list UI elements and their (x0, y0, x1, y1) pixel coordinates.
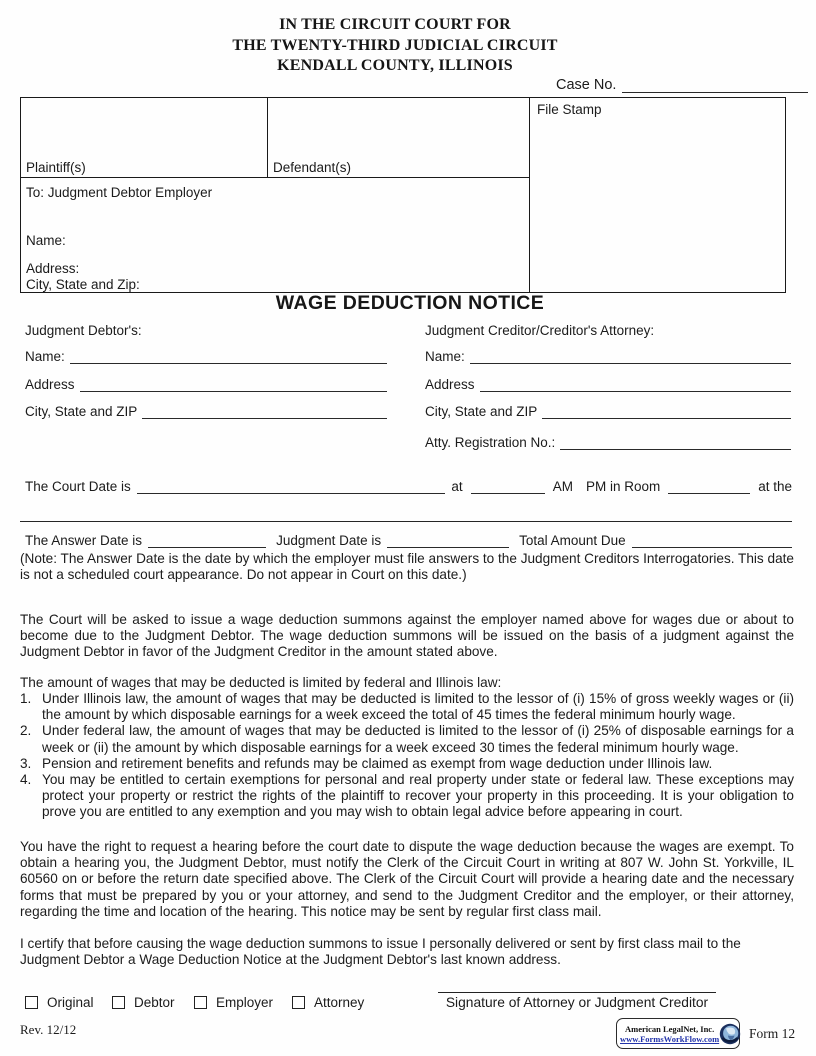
creditor-address-label: Address (425, 377, 475, 392)
list-item-text: Under federal law, the amount of wages that may be deducted is limited to the lessor of (i) 25% of disposable earnings for a week or (ii) the amount by which disposable earnings for a week exceed 30 times the federal minimum hourly wage. (42, 723, 794, 755)
parties-row (21, 98, 529, 178)
creditor-city-label: City, State and ZIP (425, 404, 538, 419)
certification-paragraph: I certify that before causing the wage deduction summons to issue I personally delivered or sent by first class mail to the Judgment Debtor a Wage Deduction Notice at the Judgment Debtor's last known address. (20, 936, 741, 968)
defendant-label: Defendant(s) (273, 160, 352, 175)
file-stamp-label: File Stamp (537, 102, 602, 117)
list-item-number: 4. (20, 772, 32, 788)
court-time-blank[interactable] (471, 478, 545, 494)
employer-address-label: Address: (26, 261, 80, 276)
case-number-label: Case No. (556, 77, 617, 93)
file-stamp-cell (529, 98, 785, 292)
total-amount-due-label: Total Amount Due (519, 533, 626, 548)
globe-icon (719, 1023, 741, 1045)
answer-date-blank[interactable] (148, 532, 266, 548)
creditor-atty-reg-row (425, 434, 791, 450)
creditor-address-row (425, 376, 791, 392)
court-date-label: The Court Date is (25, 479, 131, 494)
formsworkflow-link[interactable]: www.FormsWorkFlow.com (620, 1033, 720, 1044)
employer-city-label: City, State and Zip: (26, 277, 140, 292)
original-checkbox[interactable] (25, 996, 38, 1009)
copy-option-original (25, 995, 94, 1010)
list-item (20, 756, 794, 772)
court-heading-line3: KENDALL COUNTY, ILLINOIS (277, 57, 513, 74)
creditor-name-row (425, 348, 791, 364)
case-number-blank[interactable] (622, 77, 808, 93)
creditor-name-blank[interactable] (470, 348, 791, 364)
wage-limits-list (20, 691, 794, 821)
judgment-date-blank[interactable] (387, 532, 509, 548)
list-item (20, 772, 794, 821)
creditor-city-row (425, 403, 791, 419)
answer-date-label: The Answer Date is (25, 533, 143, 548)
court-date-line (25, 478, 792, 494)
plaintiff-label: Plaintiff(s) (26, 160, 86, 175)
list-item-number: 2. (20, 723, 32, 739)
signature-blank[interactable] (438, 978, 716, 993)
revision-label: Rev. 12/12 (20, 1022, 77, 1037)
case-number-row (556, 77, 808, 93)
summons-paragraph: The Court will be asked to issue a wage deduction summons against the employer named above for wages due or about to become due to the Judgment Debtor. The wage deduction summons will be issued on the basis of a judgment against the Judgment Debtor in favor of the Judgment Creditor in the amount stated above. (20, 612, 794, 660)
debtor-section-heading: Judgment Debtor's: (25, 323, 142, 338)
court-location-blank[interactable] (20, 505, 792, 522)
form-number-label: Form 12 (749, 1026, 796, 1041)
creditor-section-heading: Judgment Creditor/Creditor's Attorney: (425, 323, 655, 338)
answer-date-line (25, 532, 792, 548)
copy-option-debtor (112, 995, 175, 1010)
court-heading-line1: IN THE CIRCUIT COURT FOR (279, 16, 511, 33)
debtor-address-row (25, 376, 387, 392)
debtor-name-blank[interactable] (70, 348, 387, 364)
court-heading-line2: THE TWENTY-THIRD JUDICIAL CIRCUIT (232, 36, 558, 54)
room-number-blank[interactable] (668, 478, 750, 494)
logo-text (620, 1024, 719, 1044)
debtor-name-row (25, 348, 387, 364)
employer-checkbox-label: Employer (216, 995, 274, 1010)
court-date-at-label: at (451, 479, 463, 494)
atty-registration-label: Atty. Registration No.: (425, 435, 556, 450)
attorney-checkbox[interactable] (292, 996, 305, 1009)
debtor-name-label: Name: (25, 349, 65, 364)
signature-block (438, 978, 716, 1010)
employer-checkbox[interactable] (194, 996, 207, 1009)
debtor-city-label: City, State and ZIP (25, 404, 138, 419)
plaintiff-cell[interactable] (21, 98, 268, 177)
caption-box-left (21, 98, 529, 292)
caption-box (20, 97, 786, 293)
employer-name-label: Name: (26, 233, 66, 248)
debtor-city-row (25, 403, 387, 419)
debtor-city-blank[interactable] (142, 403, 387, 419)
debtor-address-label: Address (25, 377, 75, 392)
attorney-checkbox-label: Attorney (314, 995, 365, 1010)
copy-option-attorney (292, 995, 364, 1010)
to-employer-label: To: Judgment Debtor Employer (26, 185, 213, 200)
defendant-cell[interactable] (268, 98, 529, 177)
list-item-number: 1. (20, 691, 32, 706)
list-item-number: 3. (20, 755, 32, 771)
judgment-date-label: Judgment Date is (276, 533, 382, 548)
form-title: WAGE DEDUCTION NOTICE (275, 292, 545, 314)
creditor-name-label: Name: (425, 349, 465, 364)
list-item-text: Under Illinois law, the amount of wages that may be deducted is limited to the lessor of (i) 15% of gross weekly wages or (ii) the amount by which disposable earnings for a week exceed the total of 45 times the federal minimum hourly wage. (42, 691, 794, 723)
court-heading (0, 15, 790, 77)
list-item-text: You may be entitled to certain exemptions for personal and real property under state or federal law. These exceptions may protect your property or restrict the rights of the plaintiff to recover your property in this proceeding. It is your obligation to prove you are entitled to any exemption and you may wish to obtain legal advice before appearing in court. (42, 772, 794, 820)
signature-caption: Signature of Attorney or Judgment Creditor (445, 995, 709, 1010)
copy-option-employer (194, 995, 273, 1010)
pm-in-room-label: PM in Room (585, 479, 661, 494)
at-the-label: at the (758, 479, 792, 494)
debtor-checkbox-label: Debtor (134, 995, 175, 1010)
debtor-checkbox[interactable] (112, 996, 125, 1009)
hearing-rights-paragraph: You have the right to request a hearing before the court date to dispute the wage deduction because the wages are exempt. To obtain a hearing you, the Judgment Debtor, must notify the Clerk of the Circuit Court in writing at 807 W. John St. Yorkville, IL 60560 on or before the return date specified above. The Clerk of the Circuit Court will provide a hearing date and the necessary forms that must be prepared by you or your attorney, and send to the Judgment Creditor and the employer, or their attorney, regarding the time and location of the hearing. This notice may be sent by regular first class mail. (20, 839, 794, 919)
court-date-blank[interactable] (137, 478, 446, 494)
total-amount-due-blank[interactable] (632, 532, 792, 548)
list-item-text: Pension and retirement benefits and refunds may be claimed as exempt from wage deduction under Illinois law. (42, 755, 713, 771)
am-label: AM (552, 479, 573, 494)
american-legalnet-logo (616, 1018, 740, 1049)
list-item (20, 691, 794, 723)
wage-limits-intro: The amount of wages that may be deducted is limited by federal and Illinois law: (20, 675, 502, 690)
answer-date-note: (Note: The Answer Date is the date by which the employer must file answers to the Judgment Creditors Interrogatories. This date is not a scheduled court appearance. Do not appear in Court on this date.) (20, 551, 794, 583)
employer-address-cell[interactable] (21, 178, 529, 292)
list-item (20, 723, 794, 755)
original-checkbox-label: Original (47, 995, 94, 1010)
creditor-city-blank[interactable] (542, 403, 791, 419)
debtor-address-blank[interactable] (80, 376, 387, 392)
logo-company-name: American LegalNet, Inc. (624, 1023, 715, 1034)
atty-registration-blank[interactable] (560, 434, 791, 450)
creditor-address-blank[interactable] (480, 376, 791, 392)
